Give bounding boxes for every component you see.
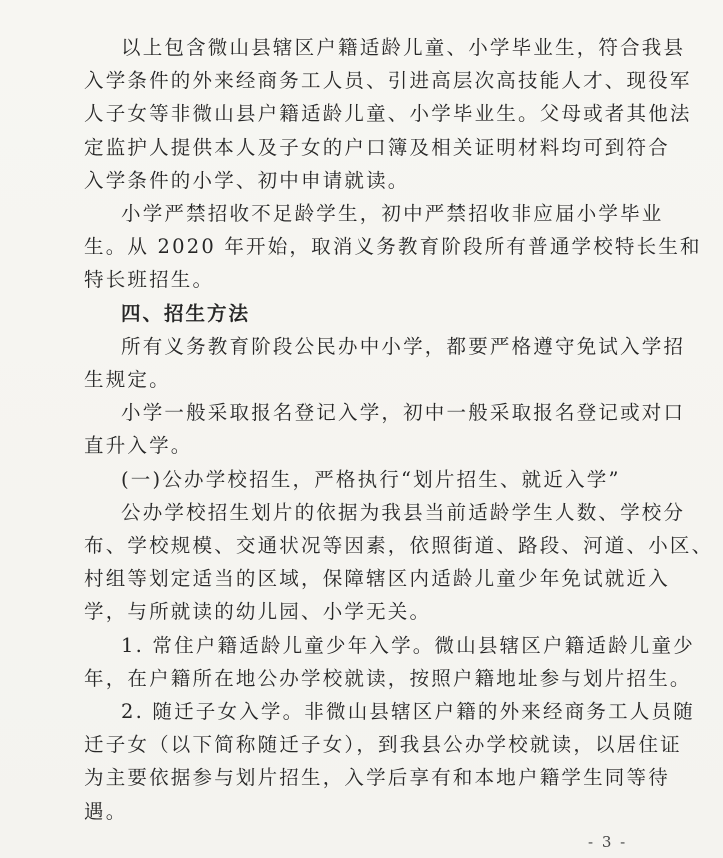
paragraph-line: 年，在户籍所在地公办学校就读，按照户籍地址参与划片招生。 — [84, 666, 692, 690]
paragraph-line: 迁子女（以下简称随迁子女），到我县公办学校就读，以居住证 — [84, 733, 682, 757]
paragraph-line: 1. 常住户籍适龄儿童少年入学。微山县辖区户籍适龄儿童少 — [121, 633, 695, 657]
paragraph-line: 入学条件的外来经商务工人员、引进高层次高技能人才、现役军 — [84, 69, 692, 93]
paragraph-line: 村组等划定适当的区域，保障辖区内适龄儿童少年免试就近入 — [84, 567, 670, 591]
paragraph-line: 遇。 — [84, 799, 128, 823]
paragraph-line: 入学条件的小学、初中申请就读。 — [84, 168, 410, 192]
paragraph-line: 小学严禁招收不足龄学生，初中严禁招收非应届小学毕业 — [121, 202, 664, 225]
paragraph-line: 小学一般采取报名登记入学，初中一般采取报名登记或对口 — [121, 401, 686, 425]
page-number: - 3 - — [588, 833, 628, 851]
paragraph-line: 生规定。 — [84, 368, 171, 391]
subsection-heading: (一)公办学校招生，严格执行“划片招生、就近入学” — [121, 467, 621, 491]
section-heading: 四、招生方法 — [121, 301, 251, 325]
paragraph-line: 直升入学。 — [84, 434, 193, 458]
paragraph-line: 2. 随迁子女入学。非微山县辖区户籍的外来经商务工人员随 — [121, 700, 695, 723]
paragraph-line: 特长班招生。 — [84, 268, 215, 292]
paragraph-line: 公办学校招生划片的依据为我县当前适龄学生人数、学校分 — [121, 500, 686, 524]
paragraph-line: 定监护人提供本人及子女的户口簿及相关证明材料均可到符合 — [84, 135, 670, 159]
paragraph-line: 布、学校规模、交通状况等因素，依照街道、路段、河道、小区、 — [84, 534, 714, 557]
paragraph-line: 学，与所就读的幼儿园、小学无关。 — [84, 600, 432, 624]
paragraph-line: 以上包含微山县辖区户籍适龄儿童、小学毕业生，符合我县 — [121, 36, 686, 59]
paragraph-line: 人子女等非微山县户籍适龄儿童、小学毕业生。父母或者其他法 — [84, 102, 692, 126]
paragraph-line: 所有义务教育阶段公民办中小学，都要严格遵守免试入学招 — [121, 334, 686, 358]
paragraph-line: 生。从 2020 年开始，取消义务教育阶段所有普通学校特长生和 — [84, 235, 702, 259]
paragraph-line: 为主要依据参与划片招生，入学后享有和本地户籍学生同等待 — [84, 766, 670, 790]
